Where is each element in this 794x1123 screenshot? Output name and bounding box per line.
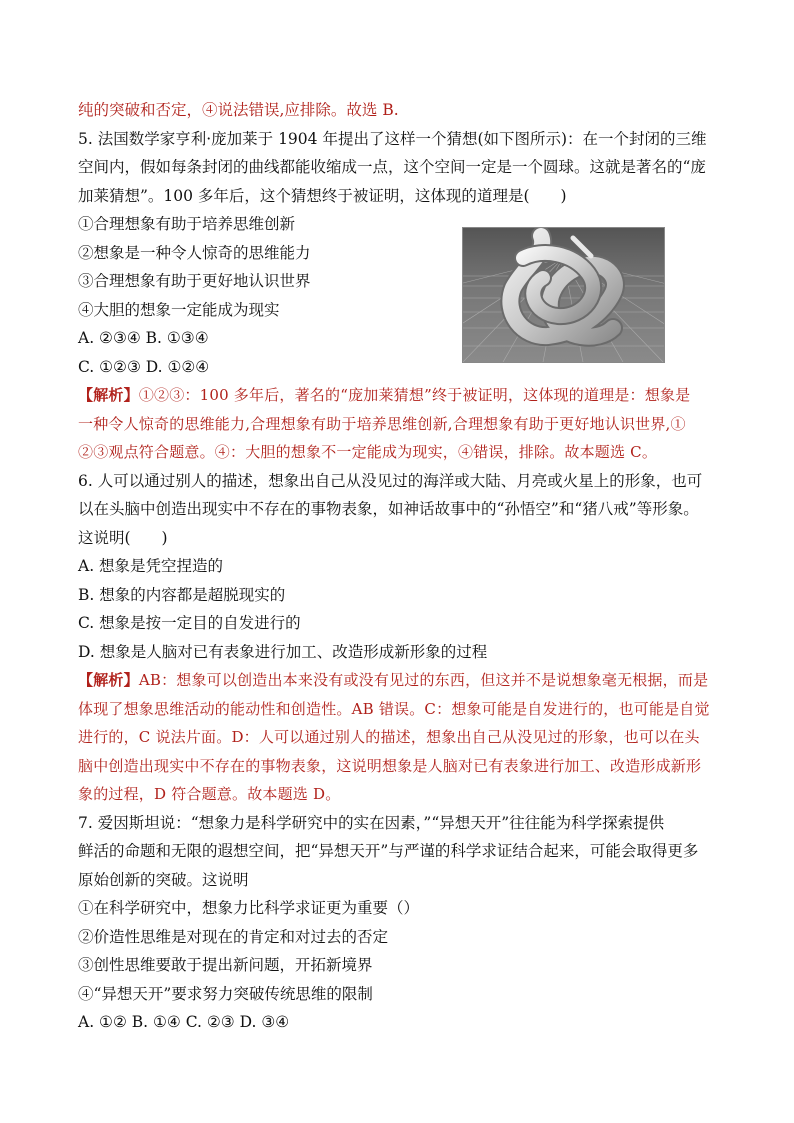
q6-analysis-line: 脑中创造出现实中不存在的事物表象，这说明想象是人脑对已有表象进行加工、改造形成新形: [78, 756, 702, 775]
question-6: [78, 471, 723, 805]
q6-stem-line: 这说明( ): [78, 528, 168, 547]
q6-option: D. 想象是人脑对已有表象进行加工、改造形成新形象的过程: [78, 642, 488, 661]
q5-choices: C. ①②③ D. ①②④: [78, 357, 210, 376]
q6-analysis-text: AB：想象可以创造出本来没有或没有见过的东西，但这并不是说想象毫无根据，而是: [138, 671, 709, 689]
q5-option: ③合理想象有助于更好地认识世界: [78, 272, 311, 290]
q5-analysis-text: ①②③：100 多年后，著名的“庞加莱猜想”终于被证明，这体现的道理是：想象是: [138, 386, 691, 404]
knot-3d-illustration: [462, 227, 665, 363]
q6-analysis-line: 进行的，C 说法片面。D：人可以通过别人的描述，想象出自己从没见过的形象，也可以在头: [78, 728, 700, 746]
q7-stem-line: 原始创新的突破。这说明: [78, 870, 249, 889]
q6-option: C. 想象是按一定目的自发进行的: [78, 614, 301, 632]
q6-stem-line: 以在头脑中创造出现实中不存在的事物表象，如神话故事中的“孙悟空”和“猪八戒”等形象。: [78, 500, 699, 518]
q7-stem-line: 7. 爱因斯坦说：“想象力是科学研究中的实在因素，”“异想天开”往往能为科学探索提供: [78, 813, 665, 832]
q5-stem-line: 5. 法国数学家亨利·庞加莱于 1904 年提出了这样一个猜想(如下图所示)：在一个封闭的三维: [78, 129, 707, 148]
q5-stem-line: 加莱猜想”。100 多年后，这个猜想终于被证明，这体现的道理是( ): [78, 186, 567, 205]
q5-analysis-line: ②③观点符合题意。④：大胆的想象不一定能成为现实，④错误，排除。故本题选 C。: [78, 443, 658, 461]
knot-icon: [463, 228, 664, 362]
q7-option: ①在科学研究中，想象力比科学求证更为重要（）: [78, 899, 420, 917]
q6-analysis-line: 体现了想象思维活动的能动性和创造性。AB 错误。C：想象可能是自发进行的，也可能是自觉: [78, 699, 710, 718]
q5-choices: A. ②③④ B. ①③④: [78, 329, 209, 347]
q6-analysis-line: 象的过程，D 符合题意。故本题选 D。: [78, 785, 341, 803]
q6-option: A. 想象是凭空捏造的: [78, 557, 224, 575]
q5-stem-line: 空间内，假如每条封闭的曲线都能收缩成一点，这个空间一定是一个圆球。这就是著名的“庞: [78, 158, 706, 176]
q5-option: ②想象是一种令人惊奇的思维能力: [78, 243, 311, 262]
q6-option: B. 想象的内容都是超脱现实的: [78, 585, 286, 604]
q7-choices: A. ①② B. ①④ C. ②③ D. ③④: [78, 1013, 290, 1031]
q6-stem-line: 6. 人可以通过别人的描述，想象出自己从没见过的海洋或大陆、月亮或火星上的形象，也可: [78, 471, 703, 490]
q7-option: ④“异想天开”要求努力突破传统思维的限制: [78, 984, 373, 1003]
analysis-tag: 【解析】: [78, 671, 139, 689]
document-page: [78, 100, 723, 1041]
q5-option: ④大胆的想象一定能成为现实: [78, 300, 280, 319]
q5-analysis-line: [78, 385, 723, 405]
q6-analysis-line: [78, 670, 723, 690]
q7-stem-line: 鲜活的命题和无限的遐想空间，把“异想天开”与严谨的科学求证结合起来，可能会取得更多: [78, 842, 699, 860]
q7-option: ②价造性思维是对现在的肯定和对过去的否定: [78, 927, 389, 946]
question-7: [78, 813, 723, 1033]
previous-answer-tail: 纯的突破和否定，④说法错误,应排除。故选 B.: [78, 101, 399, 119]
analysis-tag: 【解析】: [78, 386, 139, 404]
q7-option: ③创性思维要敢于提出新问题，开拓新境界: [78, 956, 373, 974]
q5-option: ①合理想象有助于培养思维创新: [78, 215, 296, 233]
q5-analysis-line: 一种令人惊奇的思维能力,合理想象有助于培养思维创新,合理想象有助于更好地认识世界,①: [78, 414, 686, 433]
